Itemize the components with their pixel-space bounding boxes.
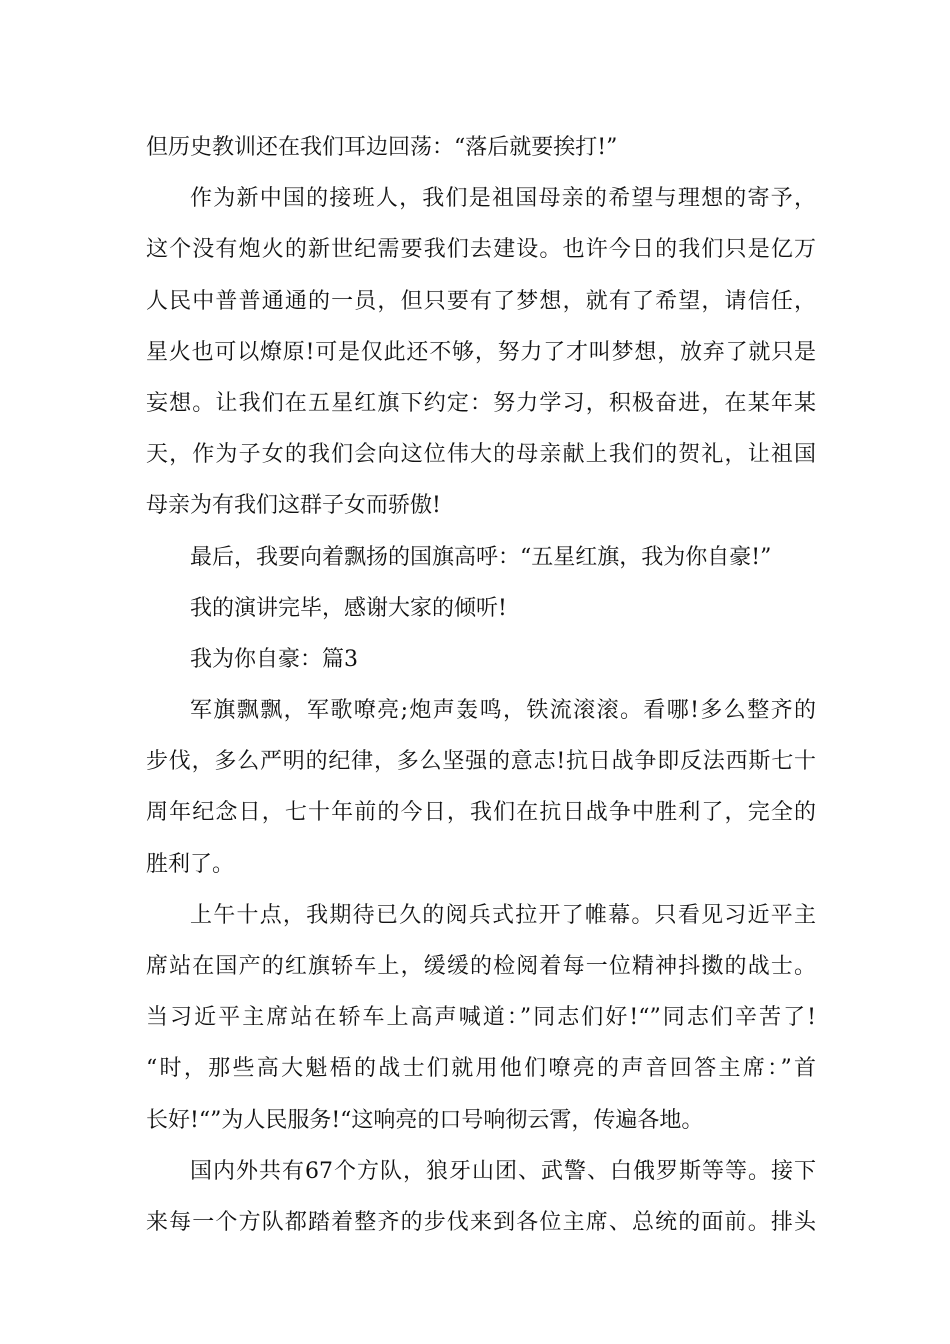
text-line: 步伐，多么严明的纪律，多么坚强的意志!抗日战争即反法西斯七十 [146, 749, 816, 775]
paragraph-first-line: 最后，我要向着飘扬的国旗高呼：“五星红旗，我为你自豪!” [190, 544, 772, 570]
paragraph-first-line: 作为新中国的接班人，我们是祖国母亲的希望与理想的寄予， [190, 186, 816, 212]
text-line: 胜利了。 [146, 851, 235, 877]
paragraph-first-line: 国内外共有67个方队，狼牙山团、武警、白俄罗斯等等。接下 [190, 1158, 816, 1184]
text-line: 这个没有炮火的新世纪需要我们去建设。也许今日的我们只是亿万 [146, 237, 816, 263]
text-line: 天，作为子女的我们会向这位伟大的母亲献上我们的贺礼，让祖国 [146, 442, 816, 468]
text-line: 但历史教训还在我们耳边回荡：“落后就要挨打!” [146, 135, 618, 160]
text-line: 星火也可以燎原!可是仅此还不够，努力了才叫梦想，放弃了就只是 [146, 339, 816, 365]
text-line: 长好!“”为人民服务!“这响亮的口号响彻云霄，传遍各地。 [146, 1107, 704, 1133]
text-line: 人民中普普通通的一员，但只要有了梦想，就有了希望，请信任， [146, 288, 816, 314]
paragraph-first-line: 上午十点，我期待已久的阅兵式拉开了帷幕。只看见习近平主 [190, 902, 816, 928]
text-line: 席站在国产的红旗轿车上，缓缓的检阅着每一位精神抖擞的战士。 [146, 954, 816, 979]
text-line: 来每一个方队都踏着整齐的步伐来到各位主席、总统的面前。排头 [146, 1209, 816, 1235]
paragraph-first-line: 我的演讲完毕，感谢大家的倾听! [190, 595, 507, 621]
paragraph-first-line: 军旗飘飘，军歌嘹亮;炮声轰鸣，铁流滚滚。看哪!多么整齐的 [190, 698, 816, 724]
document-body [146, 122, 816, 1248]
section-heading: 我为你自豪：篇3 [190, 646, 358, 672]
text-line: “时，那些高大魁梧的战士们就用他们嘹亮的声音回答主席：”首 [146, 1056, 816, 1082]
text-line: 当习近平主席站在轿车上高声喊道：”同志们好!“”同志们辛苦了! [146, 1005, 816, 1031]
text-line: 妄想。让我们在五星红旗下约定：努力学习，积极奋进，在某年某 [146, 390, 816, 416]
text-line: 周年纪念日，七十年前的今日，我们在抗日战争中胜利了，完全的 [146, 800, 816, 826]
text-line: 母亲为有我们这群子女而骄傲! [146, 493, 441, 519]
